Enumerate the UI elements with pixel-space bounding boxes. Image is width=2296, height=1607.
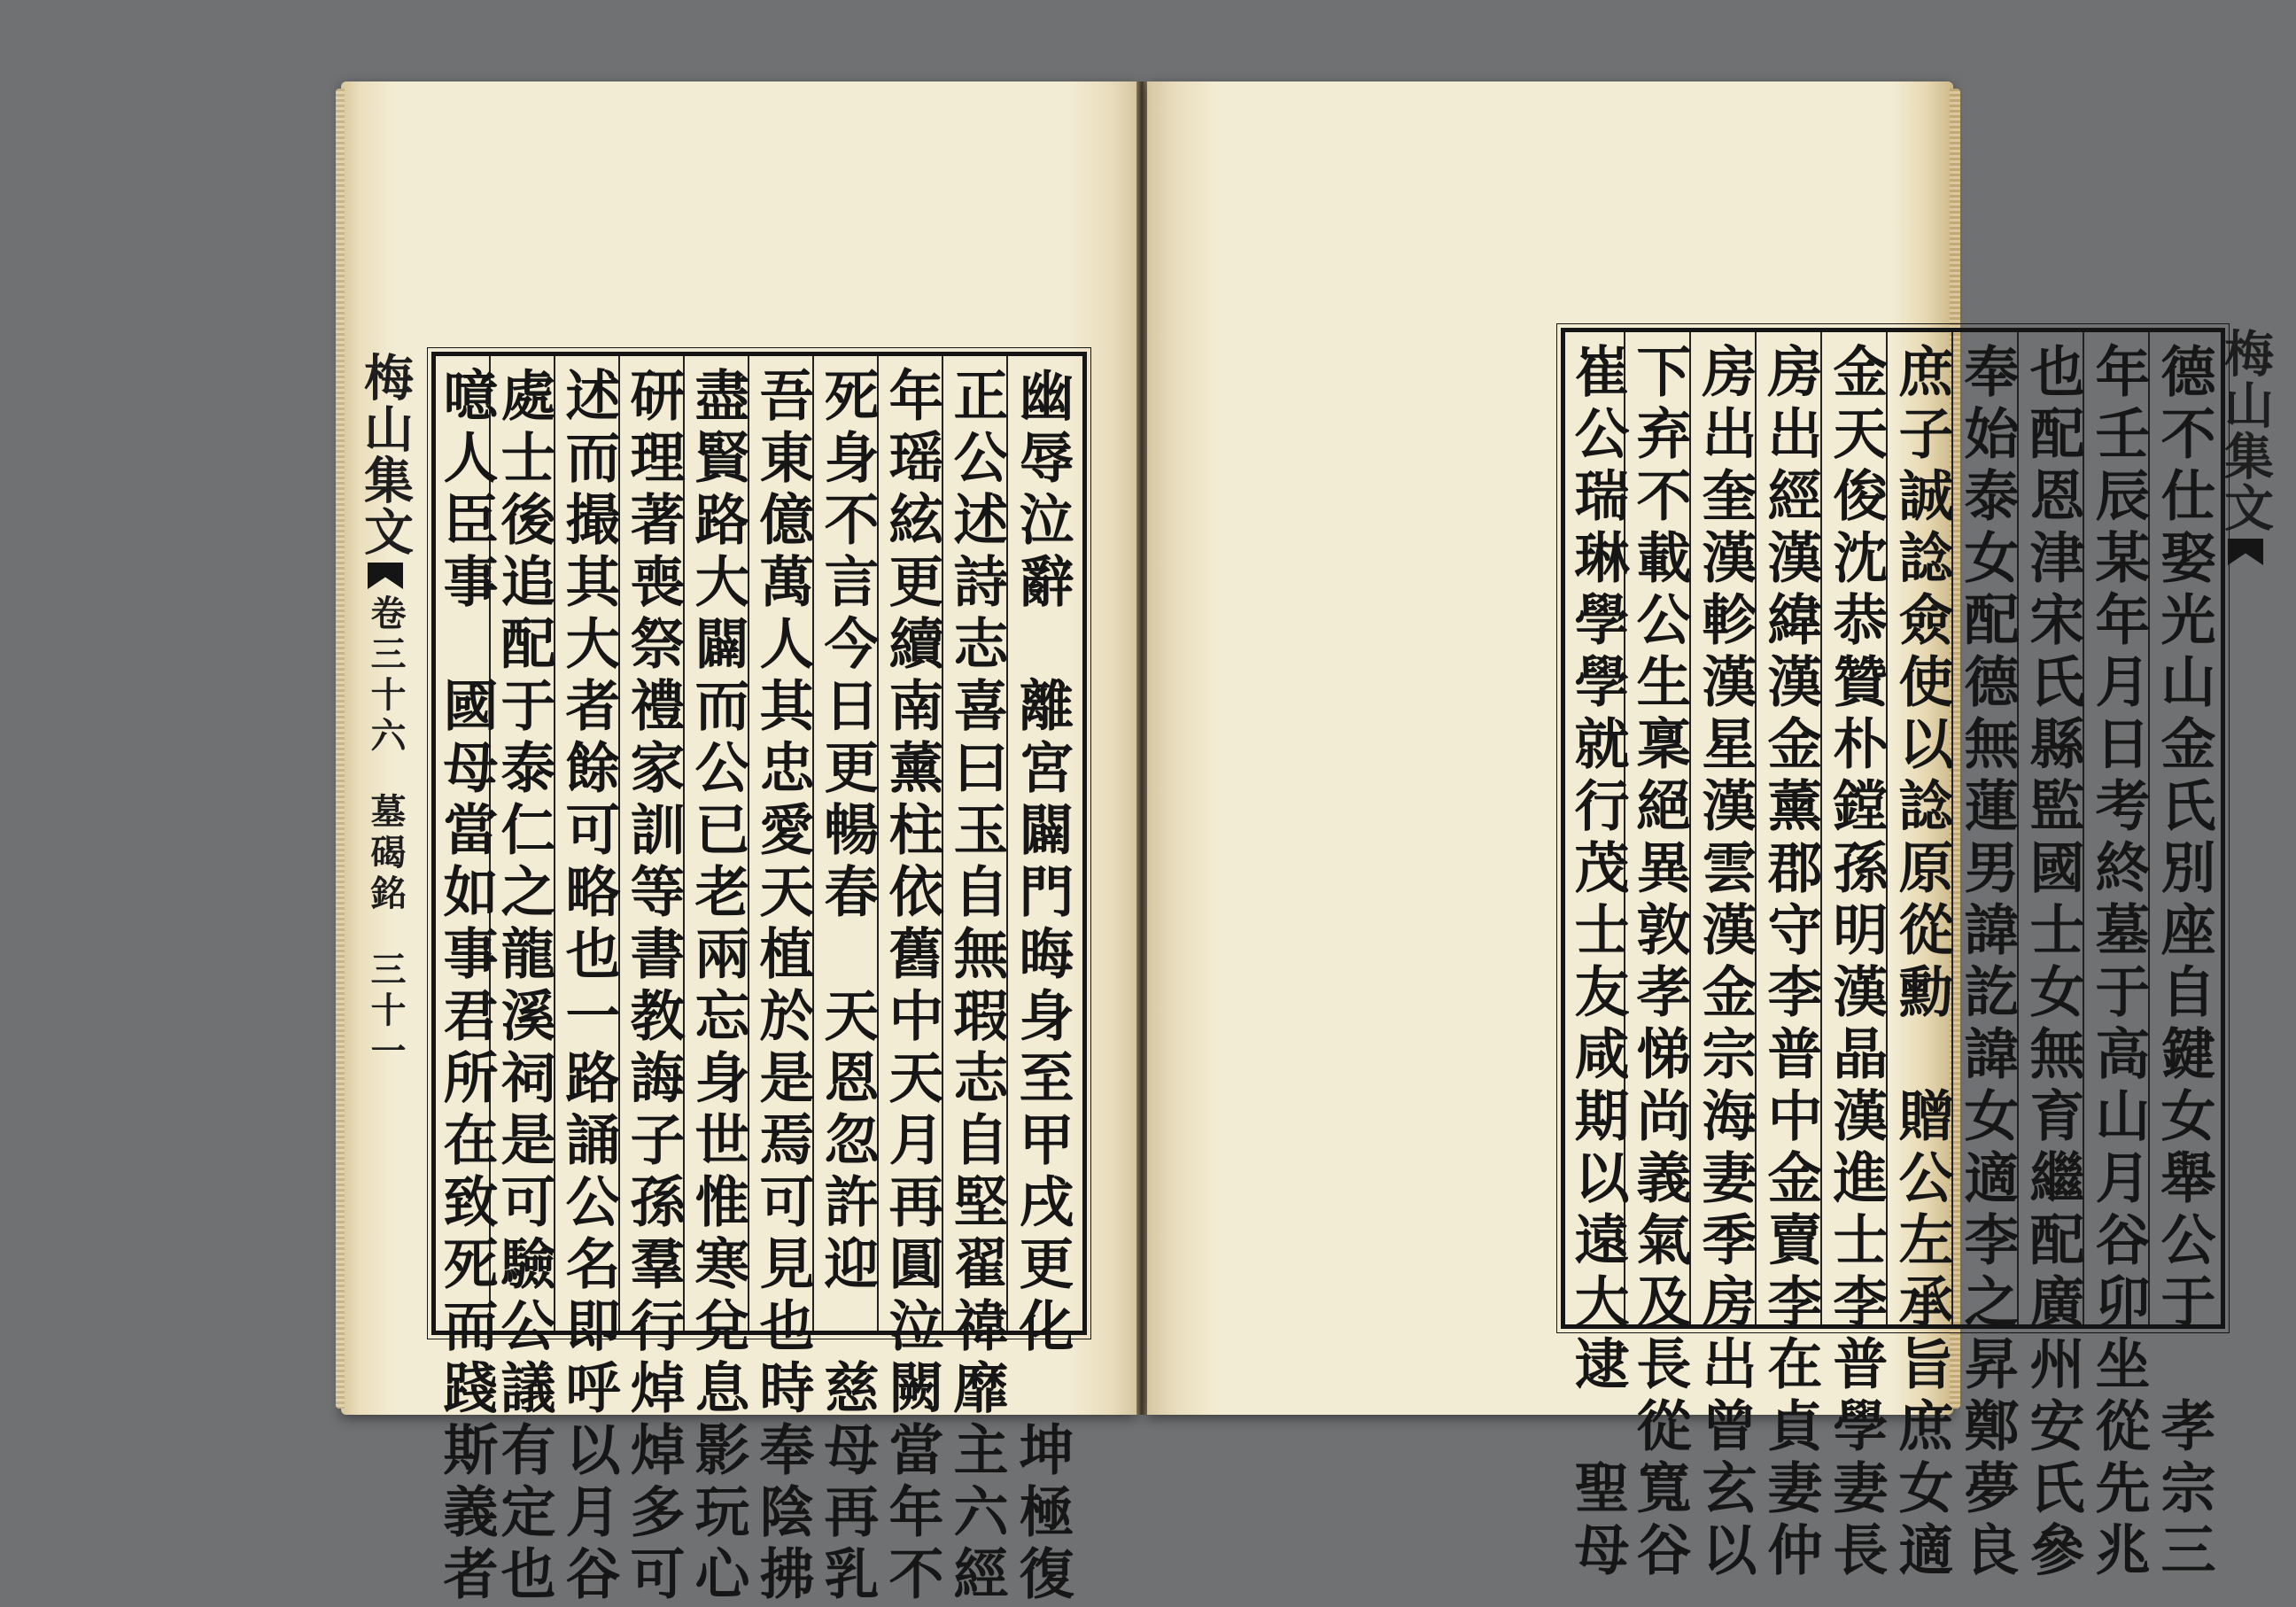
text-column: 研理著喪祭禮家訓等書教誨子孫羣行焯焯多可 [621,367,686,1607]
text-column: 述而撮其大者餘可略也一路誦公名即呼以月谷 [556,367,621,1607]
text-column: 庶子誠諗僉使以諗原從勳 贈公左承旨庶女適 [1889,343,1954,1583]
text-column: 噫人臣事 國母當如事君所在致死而踐斯義者 [434,367,499,1607]
margin-page-number: 三十一 [365,951,407,1073]
margin-volume: 卷三十六 [365,594,407,757]
book-gutter [1136,82,1147,1415]
text-column: 盡賢路大闢而公已老兩忘身世惟寒兌息影玩心 [686,367,750,1607]
text-column: 年瑶絃更續南薰柱依舊中天月再圓泣闕當年不 [880,367,944,1607]
text-column: 處士後追配于泰仁之龍溪祠是可驗公議有定也 [492,367,556,1607]
margin-section: 墓碣銘 [365,793,407,915]
margin-title: 梅山集文 [2216,328,2275,533]
text-column: 金天俊沈恭贊朴鏜孫明漢晶漢進士李普學妻長 [1824,343,1889,1583]
text-column: 正公述詩志喜曰玉自無瑕志自堅翟禕靡主六經 [944,367,1009,1607]
open-book [341,82,2275,1607]
fish-tail-mark [2228,539,2263,565]
text-column: 房出奎漢軫漢星漢雲漢金宗海妻季房出曾玄以 [1693,343,1757,1583]
text-column: 也配恩津宋氏縣監國士女無育繼配廣州安氏參 [2021,343,2085,1583]
text-column: 奉始泰女配德無蓮男諱訖諱女適李之昇鄭夢良 [1955,343,2020,1583]
text-column: 年壬辰某年月日考終墓于高山月谷卯坐從先兆 [2086,343,2151,1583]
text-column: 崔公瑞琳學學就行茂士友咸期以遠大逮 聖母 [1565,343,1630,1583]
margin-title: 梅山集文 [356,352,415,557]
text-column: 德不仕娶光山金氏別座自鍵女舉公于 孝宗三 [2152,343,2216,1583]
text-column: 幽辱泣辭 離宮闢門晦身至甲戌更化 坤極復 [1010,367,1074,1607]
left-page-edge [336,89,345,1409]
left-margin-column [356,352,421,1326]
text-column: 下弃不載公生稟絕異敦孝悌尚義氣及長從寬谷 [1627,343,1692,1583]
right-text-frame [1561,328,2225,1583]
left-text-frame [431,352,1087,1607]
text-column: 死身不言今日更暢春 天恩忽許迎 慈母再乳 [815,367,880,1607]
fish-tail-mark [368,563,403,589]
right-margin-column [2216,328,2281,1320]
text-column: 房出經漢緯漢金薰郡守李普中金賣李在貞妻仲 [1758,343,1823,1583]
text-column: 吾東億萬人其忠愛天植於是焉可見也時奉陰拂 [750,367,815,1607]
left-page [341,82,1136,1607]
